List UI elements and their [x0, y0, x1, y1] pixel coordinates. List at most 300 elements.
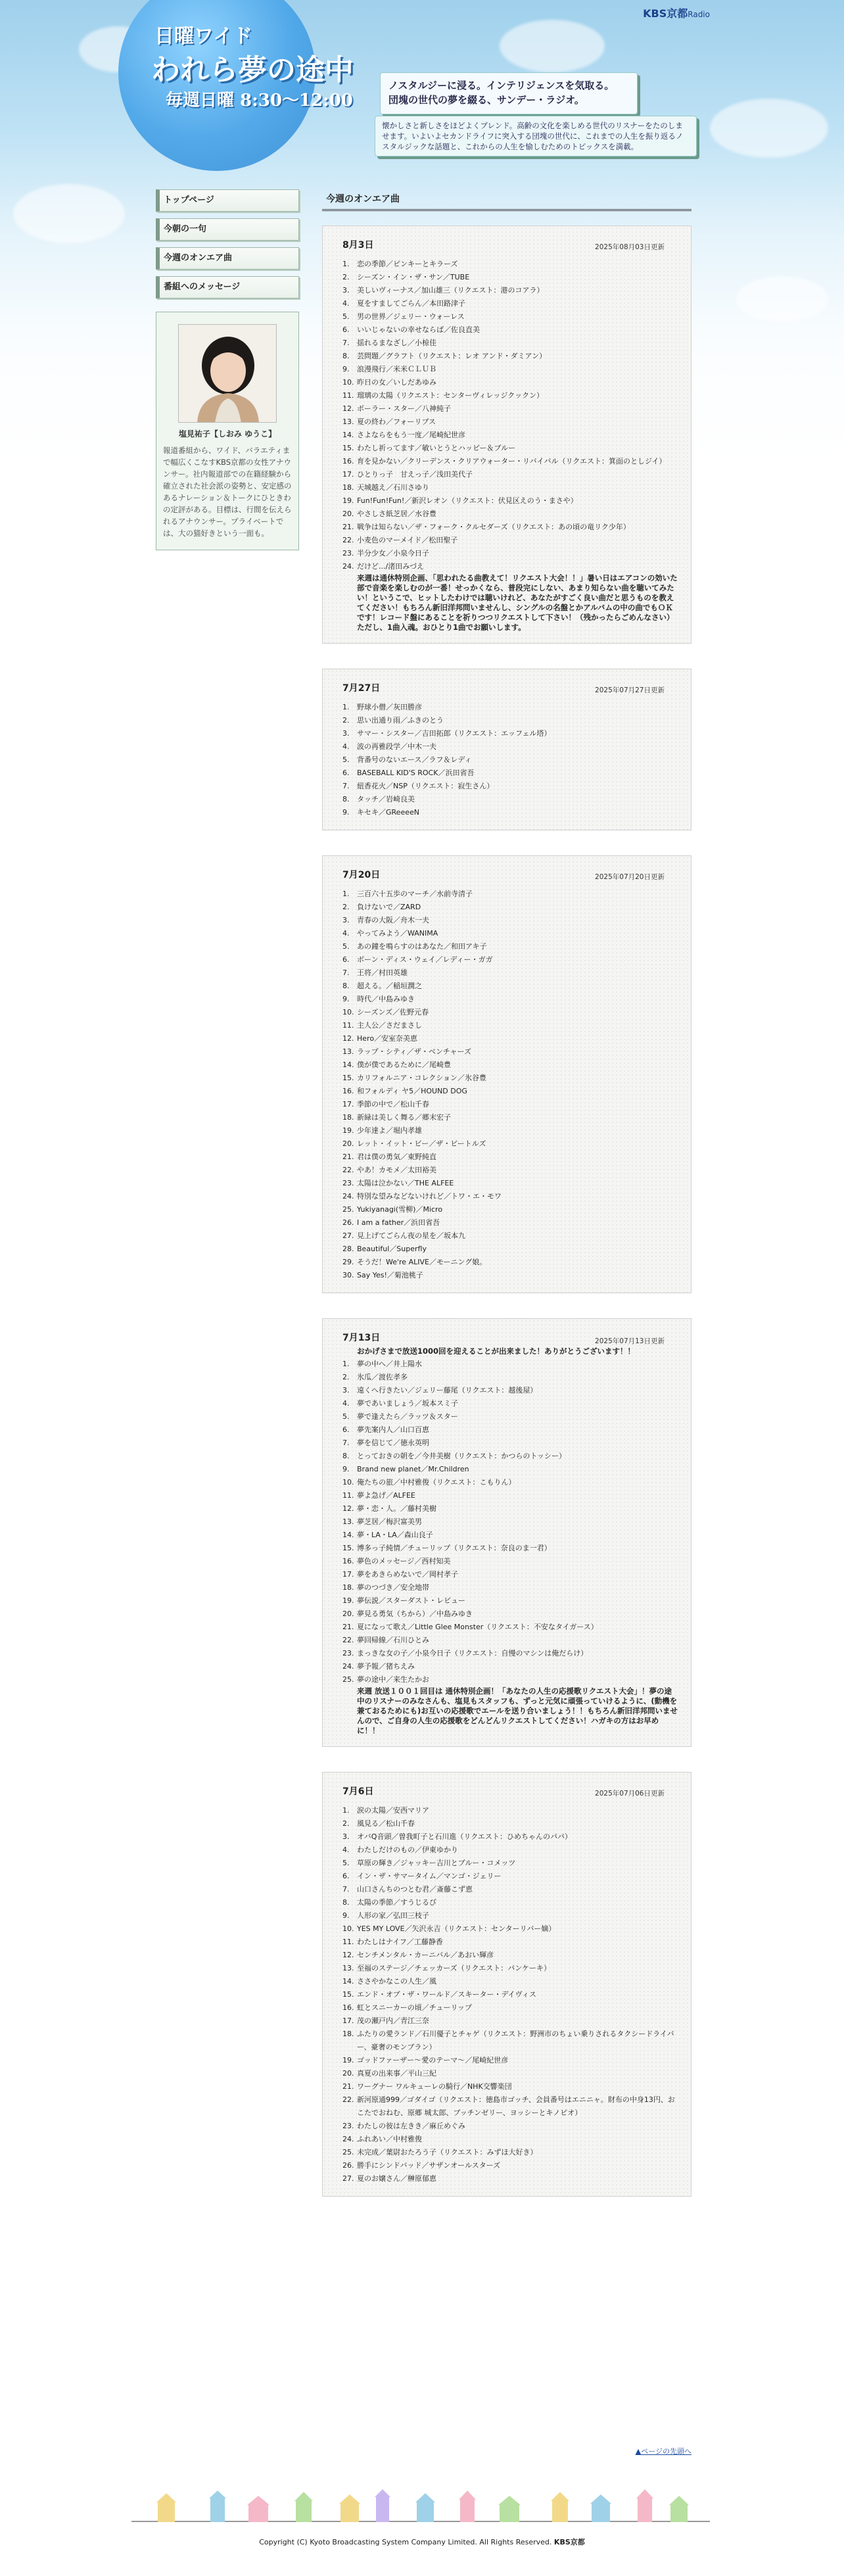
song-number: 11. — [342, 1491, 354, 1500]
song-number: 5. — [342, 312, 350, 321]
song-title: Beautiful／Superfly — [357, 1245, 427, 1253]
song-title: 芸問題／グラフト（リクエスト：レオ アンド・ダミアン） — [357, 352, 547, 360]
song-item — [342, 1817, 679, 1830]
song-number: 29. — [342, 1258, 354, 1266]
song-title: 夢で逢えたら／ラッツ＆スター — [357, 1412, 458, 1421]
song-number: 22. — [342, 1636, 354, 1644]
copyright — [0, 2537, 844, 2547]
week-date: 7月6日 — [342, 1786, 374, 1797]
song-title: 新緑は美しく舞る／郷末宏子 — [357, 1113, 451, 1122]
song-item — [342, 1476, 679, 1489]
song-number: 30. — [342, 1271, 354, 1279]
song-number: 22. — [342, 1166, 354, 1174]
song-number: 15. — [342, 1544, 354, 1552]
song-title: 夢の途中／来生たかお — [357, 1675, 429, 1684]
song-item — [342, 953, 679, 966]
song-title: オバQ音頭／曽我町子と石川進（リクエスト：ひめちゃんのパパ） — [357, 1832, 572, 1841]
song-title: Yukiyanagi(雪柳)／Micro — [357, 1205, 443, 1214]
song-item — [342, 1032, 679, 1045]
song-title: 少年達よ／堀内孝雄 — [357, 1126, 422, 1135]
nav-item-onair[interactable]: 今週のオンエア曲 — [156, 247, 299, 270]
song-title: 僕が僕であるために／尾崎豊 — [357, 1061, 451, 1069]
song-item — [342, 534, 679, 547]
song-number: 9. — [342, 808, 350, 817]
song-item — [342, 1216, 679, 1229]
song-title: 波の再雅段学／中木一夫 — [357, 742, 436, 751]
song-title: 夢をあきらめないで／岡村孝子 — [357, 1570, 458, 1579]
song-title: ラップ・シティ／ザ・ベンチャーズ — [357, 1047, 472, 1056]
song-title: 夏の終わ／フォーリブス — [357, 417, 436, 426]
song-item — [342, 560, 679, 573]
song-title: 揺れるまなざし／小椋佳 — [357, 339, 436, 347]
copyright-text: Copyright (C) Kyoto Broadcasting System Company Limited. All Rights Reserved. — [259, 2538, 552, 2546]
song-number: 9. — [342, 365, 350, 373]
song-item — [342, 1450, 679, 1463]
song-title: まっきな女の子／小泉今日子（リクエスト：自慢のマシンは俺だらけ） — [357, 1649, 588, 1658]
song-list — [342, 1358, 679, 1686]
week-header — [342, 1784, 679, 1804]
song-number: 18. — [342, 483, 354, 492]
song-number: 27. — [342, 1231, 354, 1240]
song-number: 19. — [342, 1596, 354, 1605]
song-number: 2. — [342, 1819, 350, 1828]
song-item — [342, 1844, 679, 1857]
song-item — [342, 481, 679, 494]
song-title: 茂の瀬戸内／青江三奈 — [357, 2016, 429, 2025]
song-title: わたし祈ってます／敏いとうとハッピー＆ブルー — [357, 444, 516, 452]
song-title: 夏になって歌え／Little Glee Monster（リクエスト：不安なタイガース） — [357, 1623, 598, 1631]
song-number: 14. — [342, 1061, 354, 1069]
song-number: 3. — [342, 729, 350, 738]
show-subtitle: 日曜ワイド — [154, 25, 253, 48]
song-item — [342, 714, 679, 727]
song-title: 育を見かない／クリーデンス・クリアウォーター・リバイバル（リクエスト：箕面のとしジイ） — [357, 457, 667, 465]
weeks-list — [322, 226, 692, 2197]
song-title: 遠くへ行きたい／ジェリー藤尾（リクエスト：越後屋） — [357, 1386, 538, 1395]
song-number: 12. — [342, 1034, 354, 1043]
song-item — [342, 1673, 679, 1686]
song-title: 夢芝居／梅沢富美男 — [357, 1517, 422, 1526]
song-item — [342, 1896, 679, 1909]
song-item — [342, 1568, 679, 1581]
song-number: 16. — [342, 1557, 354, 1565]
song-title: シーズン・イン・ザ・サン／TUBE — [357, 273, 470, 281]
cloud-decoration — [13, 184, 125, 243]
profile-card — [156, 312, 299, 550]
song-item — [342, 1962, 679, 1975]
song-number: 6. — [342, 769, 350, 777]
song-number: 7. — [342, 782, 350, 790]
song-item — [342, 2172, 679, 2185]
song-title: Brand new planet／Mr.Children — [357, 1465, 469, 1473]
song-title: BASEBALL KID'S ROCK／浜田省吾 — [357, 769, 475, 777]
song-item — [342, 468, 679, 481]
song-number: 21. — [342, 1623, 354, 1631]
footer-illustration — [131, 2485, 710, 2522]
song-item — [342, 1397, 679, 1410]
song-title: ふたりの愛ランド／石川優子とチャゲ（リクエスト：野洲市のちょい乗りされるタクシードライバー、豪奢のモンブラン） — [357, 2030, 674, 2051]
song-title: 天城越え／石川さゆり — [357, 483, 429, 492]
song-item — [342, 1909, 679, 1922]
song-title: キセキ／GReeeeN — [357, 808, 419, 817]
song-number: 24. — [342, 1662, 354, 1671]
main-content — [322, 189, 692, 2222]
song-title: タッチ／岩崎良美 — [357, 795, 415, 803]
song-item — [342, 2067, 679, 2080]
song-title: 俺たちの旅／中村雅俊（リクエスト：こもりん） — [357, 1478, 516, 1487]
song-item — [342, 1098, 679, 1111]
song-number: 3. — [342, 1832, 350, 1841]
lead-text: 懐かしさと新しさをほどよくブレンド。高齢の文化を楽しめる世代のリスナーをたのしませます。いよいよセカンドライフに突入する団塊の世代に、これまでの人生を振り返るノスタルジックな話題と、これからの人生を愉しむためのトピックスを満載。 — [375, 116, 697, 156]
song-number: 2. — [342, 273, 350, 281]
song-number: 1. — [342, 260, 350, 268]
song-number: 6. — [342, 325, 350, 334]
song-title: 時代／中島みゆき — [357, 995, 415, 1003]
song-title: 夢を信じて／徳永英明 — [357, 1439, 429, 1447]
song-title: 真夏の出来事／平山三紀 — [357, 2069, 436, 2078]
song-title: あの鐘を鳴らすのはあなた／和田アキ子 — [357, 942, 487, 951]
song-item — [342, 1857, 679, 1870]
nav-item-top[interactable]: トップページ — [156, 189, 299, 212]
song-number: 16. — [342, 2003, 354, 2012]
song-item — [342, 793, 679, 806]
song-title: イン・ザ・サマータイム／マンゴ・ジェリー — [357, 1872, 502, 1880]
song-title: 特別な望みなどないけれど／トワ・エ・モワ — [357, 1192, 502, 1201]
song-title: 涙の太陽／安西マリア — [357, 1806, 429, 1815]
song-title: 君は僕の勇気／東野純直 — [357, 1153, 436, 1161]
song-title: 夏をすましてごらん／本田路津子 — [357, 299, 465, 308]
song-item — [342, 1203, 679, 1216]
song-item — [342, 271, 679, 284]
song-title: わたしはナイフ／工藤静香 — [357, 1938, 443, 1946]
show-title[interactable]: われら夢の途中 — [151, 53, 354, 87]
song-item — [342, 1229, 679, 1243]
song-item — [342, 740, 679, 753]
song-item — [342, 1190, 679, 1203]
song-title: 勝手にシンドバッド／サザンオールスターズ — [357, 2161, 501, 2170]
song-number: 4. — [342, 1846, 350, 1854]
song-number: 2. — [342, 716, 350, 725]
song-title: 王将／村田英雄 — [357, 968, 408, 977]
song-title: 青春の大阪／舟木一夫 — [357, 916, 429, 924]
song-number: 24. — [342, 1192, 354, 1201]
song-title: 人形の家／弘田三枝子 — [357, 1911, 429, 1920]
song-item — [342, 416, 679, 429]
song-number: 7. — [342, 1885, 350, 1894]
song-item — [342, 901, 679, 914]
song-number: 9. — [342, 995, 350, 1003]
song-item — [342, 806, 679, 819]
song-number: 17. — [342, 1100, 354, 1109]
song-item — [342, 727, 679, 740]
song-number: 23. — [342, 1649, 354, 1658]
profile-text: 報道番組から、ワイド、バラエティまで幅広くこなすKBS京都の女性アナウンサー。社内報道部での在籍経験から確立された社会派の姿勢と、安定感のあるナレーション＆トークにひときわの定評がある。目標は、行間を伝えられるアナウンサー。プライベートでは、大の猫好きという一面も。 — [163, 446, 292, 538]
song-title: I am a father／浜田省吾 — [357, 1218, 440, 1227]
song-item — [342, 1059, 679, 1072]
song-title: 氷瓜／渡佐孝多 — [357, 1373, 408, 1381]
song-number: 1. — [342, 1806, 350, 1815]
song-item — [342, 1581, 679, 1594]
song-title: 山口さんちのつとむ君／斎藤こず恵 — [357, 1885, 473, 1894]
song-item — [342, 753, 679, 767]
song-item — [342, 888, 679, 901]
song-title: 夢の中へ／井上陽水 — [357, 1360, 422, 1368]
song-number: 10. — [342, 1924, 354, 1933]
song-item — [342, 1660, 679, 1673]
song-number: 17. — [342, 470, 354, 479]
song-item — [342, 1384, 679, 1397]
song-item — [342, 1045, 679, 1059]
song-number: 13. — [342, 417, 354, 426]
song-item — [342, 297, 679, 310]
song-title: 紐香花火／NSP（リクエスト：寂生さん） — [357, 782, 494, 790]
song-title: 半分少女／小泉今日子 — [357, 549, 429, 558]
song-item — [342, 2028, 679, 2054]
song-item — [342, 1256, 679, 1269]
song-number: 8. — [342, 1452, 350, 1460]
song-title: Hero／安室奈美恵 — [357, 1034, 418, 1043]
song-number: 25. — [342, 2148, 354, 2157]
song-item — [342, 1124, 679, 1137]
song-number: 20. — [342, 1139, 354, 1148]
song-item — [342, 429, 679, 442]
song-number: 19. — [342, 2056, 354, 2064]
song-title: やってみよう／WANIMA — [357, 929, 438, 938]
song-number: 16. — [342, 457, 354, 465]
song-title: 背番号のないエース／ラフ＆レディ — [357, 755, 472, 764]
week-block — [322, 669, 692, 830]
song-number: 21. — [342, 1153, 354, 1161]
song-item — [342, 547, 679, 560]
song-title: 美しいヴィーナス／加山雄三（リクエスト：港のコアラ） — [357, 286, 544, 295]
song-number: 1. — [342, 890, 350, 898]
song-title: 新河原通999／ゴダイゴ（リクエスト：徳島市ゴッチ、会員番号はエニニャ。財布の中身13円、おこたでおねむ、原郷 城太郎、ブッチンゼリー、ヨッシーとキノピオ） — [357, 2095, 675, 2117]
song-number: 23. — [342, 549, 354, 558]
week-updated: 2025年07月13日更新 — [595, 1337, 665, 1345]
song-item — [342, 494, 679, 508]
brand-sub: Radio — [688, 10, 710, 19]
song-list — [342, 1804, 679, 2185]
song-item — [342, 2120, 679, 2133]
song-number: 13. — [342, 1964, 354, 1972]
song-title: 太陽は泣かない／THE ALFEE — [357, 1179, 454, 1187]
song-item — [342, 1410, 679, 1423]
song-number: 8. — [342, 795, 350, 803]
nav-item-message[interactable]: 番組へのメッセージ — [156, 276, 299, 298]
song-number: 5. — [342, 755, 350, 764]
song-number: 22. — [342, 2095, 354, 2104]
song-number: 19. — [342, 1126, 354, 1135]
song-title: 太陽の季節／すうじるび — [357, 1898, 436, 1907]
song-title: 戦争は知らない／ザ・フォーク・クルセダーズ（リクエスト：あの頃の竜リク少年） — [357, 523, 630, 531]
song-item — [342, 1358, 679, 1371]
song-title: 博多っ子純情／チューリップ（リクエスト：奈良のま一君） — [357, 1544, 551, 1552]
song-item — [342, 455, 679, 468]
song-item — [342, 363, 679, 376]
song-title: 未完成／葉尉おたろう子（リクエスト：みずほ大好き） — [357, 2148, 538, 2157]
song-number: 15. — [342, 1990, 354, 1999]
song-number: 2. — [342, 903, 350, 911]
song-number: 24. — [342, 2135, 354, 2143]
song-title: エンド・オブ・ザ・ワールド／スキーター・デイヴィス — [357, 1990, 537, 1999]
song-item — [342, 1949, 679, 1962]
song-number: 4. — [342, 1399, 350, 1408]
song-item — [342, 2054, 679, 2067]
song-item — [342, 442, 679, 455]
section-title: 今週のオンエア曲 — [322, 189, 692, 211]
profile-name: 塩見祐子【しおみ ゆうこ】 — [178, 429, 277, 439]
song-item — [342, 1423, 679, 1437]
song-title: 夢先案内人／山口百恵 — [357, 1425, 429, 1434]
song-title: 男の世界／ジェリー・ウォーレス — [357, 312, 465, 321]
song-item — [342, 1634, 679, 1647]
song-item — [342, 980, 679, 993]
copyright-brand: KBS京都 — [553, 2538, 585, 2546]
week-date: 7月27日 — [342, 683, 381, 694]
song-item — [342, 993, 679, 1006]
song-number: 22. — [342, 536, 354, 544]
song-number: 12. — [342, 404, 354, 413]
song-number: 21. — [342, 523, 354, 531]
avatar — [179, 325, 277, 423]
song-item — [342, 1243, 679, 1256]
song-title: ひとりっ子 甘えっ子／浅田美代子 — [357, 470, 473, 479]
song-item — [342, 940, 679, 953]
song-title: 夢色のメッセージ／西村知美 — [357, 1557, 451, 1565]
song-item — [342, 1870, 679, 1883]
song-number: 8. — [342, 1898, 350, 1907]
tagline-box — [380, 72, 638, 114]
song-title: そうだ！We're ALIVE／モーニング娘。 — [357, 1258, 487, 1266]
song-item — [342, 350, 679, 363]
song-number: 7. — [342, 968, 350, 977]
song-item — [342, 1164, 679, 1177]
song-item — [342, 2159, 679, 2172]
song-item — [342, 1542, 679, 1555]
song-title: 夢のつづき／安全地帯 — [357, 1583, 429, 1592]
brand-logo[interactable] — [643, 5, 710, 20]
song-item — [342, 1608, 679, 1621]
song-item — [342, 1437, 679, 1450]
song-item — [342, 1489, 679, 1502]
brand-name: KBS京都 — [643, 7, 688, 20]
page-top-link[interactable]: ▲ページの先頭へ — [635, 2447, 692, 2456]
song-number: 18. — [342, 2030, 354, 2038]
song-item — [342, 1988, 679, 2001]
song-number: 23. — [342, 1179, 354, 1187]
song-item — [342, 1830, 679, 1844]
song-number: 1. — [342, 1360, 350, 1368]
song-item — [342, 2093, 679, 2120]
song-title: やさしさ紙芝居／水谷豊 — [357, 510, 436, 518]
song-number: 18. — [342, 1583, 354, 1592]
week-updated: 2025年07月20日更新 — [595, 873, 665, 881]
song-number: 8. — [342, 352, 350, 360]
song-number: 4. — [342, 299, 350, 308]
song-number: 12. — [342, 1951, 354, 1959]
song-item — [342, 1515, 679, 1529]
song-item — [342, 1371, 679, 1384]
song-title: 草原の輝き／ジャッキー吉川とブルー・コメッツ — [357, 1859, 516, 1867]
song-number: 18. — [342, 1113, 354, 1122]
song-title: わたしの彼は左きき／麻丘めぐみ — [357, 2122, 465, 2130]
week-updated: 2025年08月03日更新 — [595, 243, 665, 251]
song-title: 負けないで／ZARD — [357, 903, 421, 911]
song-title: ポーラー・スター／八神純子 — [357, 404, 451, 413]
song-item — [342, 310, 679, 323]
song-number: 3. — [342, 1386, 350, 1395]
song-item — [342, 966, 679, 980]
song-number: 28. — [342, 1245, 354, 1253]
song-title: ふれあい／中村雅俊 — [357, 2135, 422, 2143]
tagline-line-2: 団塊の世代の夢を綴る、サンデー・ラジオ。 — [388, 94, 584, 106]
song-item — [342, 508, 679, 521]
song-title: ゴッドファーザー～愛のテーマ～／尾崎紀世彦 — [357, 2056, 509, 2064]
song-item — [342, 2133, 679, 2146]
song-number: 19. — [342, 496, 354, 505]
show-time: 毎週日曜 8:30～12:00 — [166, 91, 353, 110]
song-number: 10. — [342, 1478, 354, 1487]
song-list — [342, 888, 679, 1282]
song-number: 14. — [342, 1531, 354, 1539]
week-note: 来週は通休特別企画、「思われたる曲教えて！リクエスト大会！！」暑い日はエアコンの効いた部で音楽を楽しむのが一番！せっかくなら、普段完にしない、あまり知らない曲を聴いてみたい！というこで、ヒットしたわけでは聴いけれど、あなたがすごく良い曲だと思うものを教えてください！もちろん新旧洋邦問いませんし、シングルの名盤とかアルバムの中の曲でもＯＫです！レコード盤にあることを祈りつつリクエストして下さい！（残かったらごめんなさい）ただし、1曲入魂。おひとり1曲でお願いします。 — [357, 573, 678, 632]
nav-item-haiku[interactable]: 今朝の一句 — [156, 218, 299, 241]
song-item — [342, 1922, 679, 1936]
song-number: 3. — [342, 916, 350, 924]
song-title: 至福のステージ／チェッカーズ（リクエスト：パンケーキ） — [357, 1964, 551, 1972]
song-title: 超える。／稲垣潤之 — [357, 982, 422, 990]
song-title: 季節の中で／松山千春 — [357, 1100, 429, 1109]
song-item — [342, 2080, 679, 2093]
song-title: レット・イット・ビー／ザ・ビートルズ — [357, 1139, 486, 1148]
song-item — [342, 323, 679, 337]
week-updated: 2025年07月27日更新 — [595, 686, 665, 694]
song-number: 16. — [342, 1087, 354, 1095]
week-note-top: おかげさまで放送1000回を迎えることが出来ました！ありがとうございます！！ — [357, 1347, 636, 1356]
song-number: 25. — [342, 1205, 354, 1214]
song-item — [342, 1269, 679, 1282]
song-number: 27. — [342, 2174, 354, 2183]
song-number: 7. — [342, 1439, 350, 1447]
week-block — [322, 226, 692, 644]
week-block — [322, 855, 692, 1293]
song-title: ボーン・ディス・ウェイ／レディー・ガガ — [357, 955, 493, 964]
song-title: 夢であいましょう／坂本スミ子 — [357, 1399, 458, 1408]
song-item — [342, 1151, 679, 1164]
song-item — [342, 1085, 679, 1098]
song-title: 昨日の女／いしだあゆみ — [357, 378, 436, 387]
song-number: 17. — [342, 1570, 354, 1579]
song-number: 8. — [342, 982, 350, 990]
song-title: 三百六十五歩のマーチ／水前寺清子 — [357, 890, 473, 898]
song-title: Fun!Fun!Fun!／新沢レオン（リクエスト：伏見区えのう・まさや） — [357, 496, 578, 505]
song-number: 26. — [342, 2161, 354, 2170]
song-title: シーズンズ／佐野元春 — [357, 1008, 429, 1016]
week-header — [342, 238, 679, 258]
song-item — [342, 1463, 679, 1476]
song-number: 15. — [342, 1074, 354, 1082]
song-number: 4. — [342, 742, 350, 751]
song-item — [342, 1936, 679, 1949]
song-number: 3. — [342, 286, 350, 295]
song-title: カリフォルニア・コレクション／氷谷豊 — [357, 1074, 487, 1082]
song-list — [342, 258, 679, 573]
song-item — [342, 2015, 679, 2028]
song-number: 10. — [342, 378, 354, 387]
song-item — [342, 1621, 679, 1634]
song-list — [342, 701, 679, 819]
week-updated: 2025年07月06日更新 — [595, 1790, 665, 1798]
